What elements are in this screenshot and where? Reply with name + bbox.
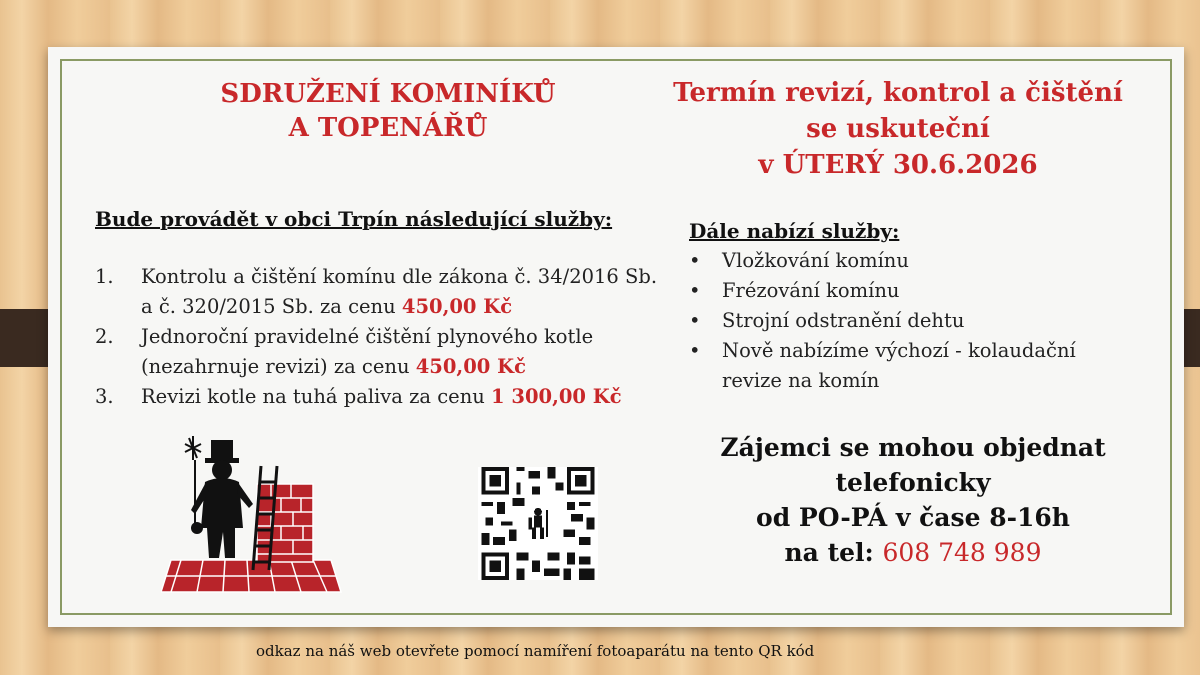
org-title [178, 77, 598, 145]
service-price: 1 300,00 Kč [491, 385, 622, 408]
term-announcement [648, 75, 1148, 183]
extra-service-item [689, 276, 1129, 306]
service-item [95, 262, 665, 322]
contact-line2: telefonicky [835, 468, 991, 497]
contact-info [703, 430, 1123, 570]
service-text: Jednoroční pravidelné čištění plynového kotle (nezahrnuje revizi) za cenu [141, 325, 594, 378]
service-number: 3. [95, 385, 114, 408]
extra-service-text: Frézování komínu [722, 279, 900, 302]
services-list [95, 262, 665, 412]
org-title-line2: A TOPENÁŘŮ [288, 113, 488, 143]
services-heading: Bude provádět v obci Trpín následující služby: [95, 207, 613, 231]
phone-prefix: na tel: [784, 538, 883, 567]
extra-services-heading: Dále nabízí služby: [689, 219, 900, 243]
service-text: Kontrolu a čištění komínu dle zákona č. 34/2016 Sb. a č. 320/2015 Sb. za cenu [141, 265, 658, 318]
chimney-sweep-illustration [161, 430, 347, 596]
service-item [95, 322, 665, 382]
contact-line1: Zájemci se mohou objednat [720, 433, 1106, 462]
bullet-icon: • [689, 339, 701, 362]
service-item [95, 382, 665, 412]
extra-services-list [689, 246, 1129, 396]
bullet-icon: • [689, 279, 701, 302]
service-price: 450,00 Kč [401, 295, 513, 318]
org-title-line1: SDRUŽENÍ KOMINÍKŮ [220, 79, 556, 109]
extra-service-item [689, 246, 1129, 276]
contact-line4 [703, 535, 1123, 570]
bullet-icon: • [689, 249, 701, 272]
extra-service-text: Nově nabízíme výchozí - kolaudační revize na komín [722, 339, 1076, 392]
service-number: 2. [95, 325, 114, 348]
extra-service-item [689, 306, 1129, 336]
flyer-card [48, 47, 1184, 627]
term-line1: Termín revizí, kontrol a čištění [673, 78, 1123, 108]
service-price: 450,00 Kč [415, 355, 526, 378]
extra-service-item [689, 336, 1129, 396]
contact-line3: od PO-PÁ v čase 8-16h [756, 503, 1070, 532]
extra-service-text: Strojní odstranění dehtu [722, 309, 965, 332]
term-line2: se uskuteční [806, 114, 990, 144]
qr-code-icon [478, 467, 598, 580]
bullet-icon: • [689, 309, 701, 332]
service-text: Revizi kotle na tuhá paliva za cenu [141, 385, 492, 408]
phone-number: 608 748 989 [882, 538, 1042, 567]
qr-footer-note: odkaz na náš web otevřete pomocí namíření fotoaparátu na tento QR kód [256, 642, 815, 660]
service-number: 1. [95, 265, 114, 288]
term-line3: v ÚTERÝ 30.6.2026 [758, 150, 1038, 180]
extra-service-text: Vložkování komínu [722, 249, 909, 272]
